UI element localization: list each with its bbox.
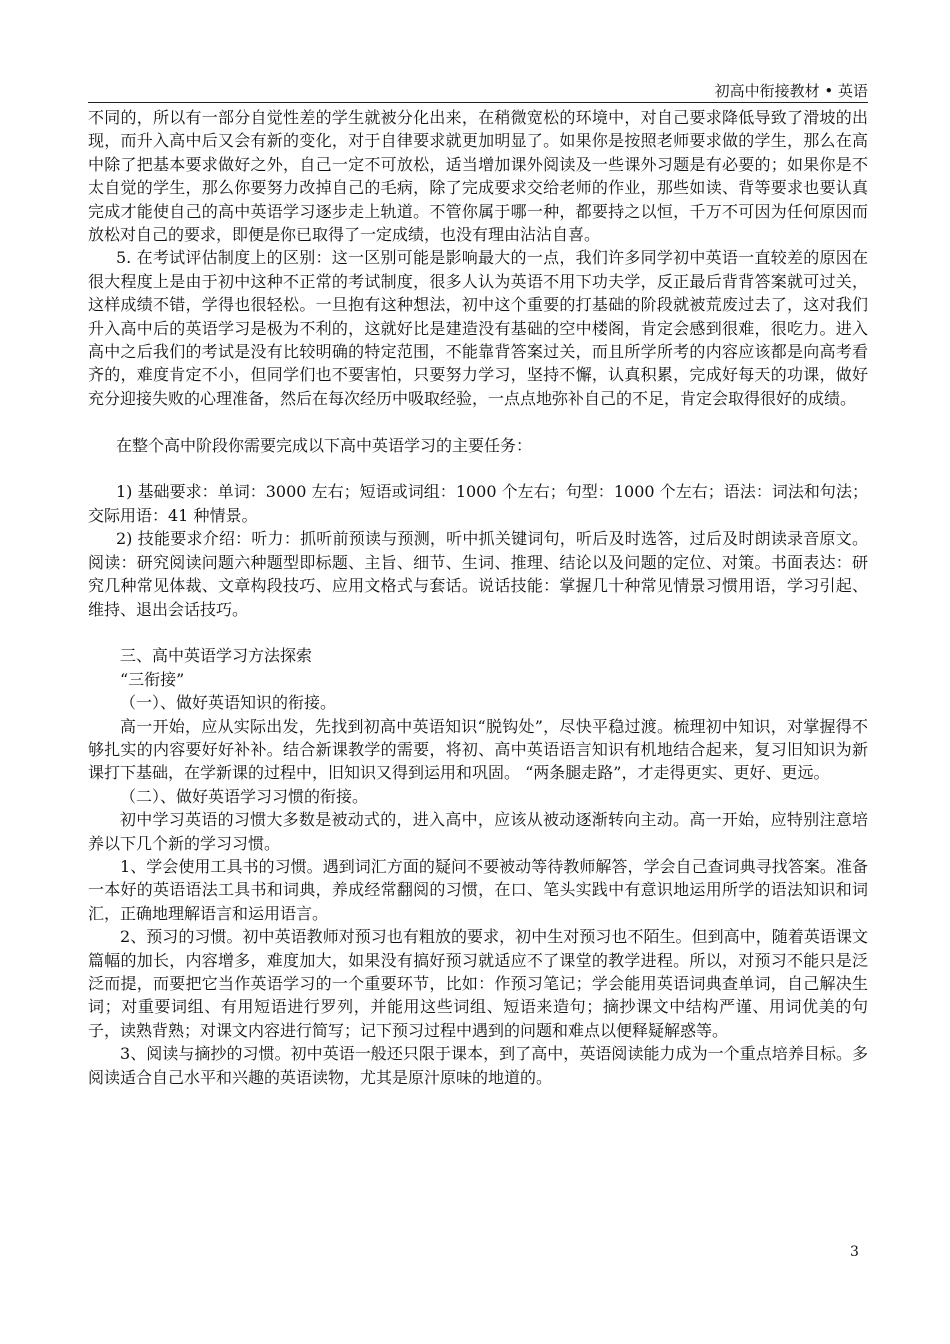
subheading: “三衔接” (120, 669, 185, 689)
paragraph: 初中学习英语的习惯大多数是被动式的，进入高中，应该从被动逐渐转向主动。高一开始，应特别注意培养以下几个新的学习习惯。 (88, 810, 868, 853)
subheading: （一）、做好英语知识的衔接。 (120, 693, 337, 713)
paragraph: 5. 在考试评估制度上的区别：这一区别可能是影响最大的一点，我们许多同学初中英语一直较差的原因在很大程度上是由于初中这种不正常的考试制度，很多人认为英语不用下功夫学，反正最后背背答案就可过关，这样成绩不错，学得也很轻松。一旦抱有这种想法，初中这个重要的打基础的阶段就被荒废过去了，这对我们升入高中后的英语学习是极为不利的，这就好比是建造没有基础的空中楼阁，肯定会感到很难，很吃力。进入高中之后我们的考试是没有比较明确的特定范围，不能靠背答案过关，而且所学所考的内容应该都是向高考看齐的，难度肯定不小，但同学们也不要害怕，只要努力学习，坚持不懈，认真积累，完成好每天的功课，做好充分迎接失败的心理准备，然后在每次经历中吸取经验，一点点地弥补自己的不足，肯定会取得很好的成绩。 (88, 248, 868, 408)
page-body (88, 106, 868, 1089)
subheading: （二）、做好英语学习习惯的衔接。 (120, 786, 369, 806)
running-header: 初高中衔接教材 • 英语 (88, 80, 868, 103)
paragraph: 在整个高中阶段你需要完成以下高中英语学习的主要任务： (116, 435, 533, 455)
paragraph: 2、预习的习惯。初中英语教师对预习也有粗放的要求，初中生对预习也不陌生。但到高中，随着英语课文篇幅的加长，内容增多，难度加大，如果没有搞好预习就适应不了课堂的教学进程。所以，对预习不能只是泛泛而提，而要把它当作英语学习的一个重要环节，比如：作预习笔记；学会能用英语词典查单词，自己解决生词；对重要词组、有用短语进行罗列，并能用这些词组、短语来造句；摘抄课文中结构严谨、用词优美的句子，读熟背熟；对课文内容进行简写；记下预习过程中遇到的问题和难点以便释疑解惑等。 (88, 927, 868, 1040)
paragraph: 1) 基础要求：单词：3000 左右；短语或词组：1000 个左右；句型：1000 个左右；语法：词法和句法；交际用语：41 种情景。 (88, 482, 868, 525)
paragraph: 2) 技能要求介绍：听力：抓听前预读与预测，听中抓关键词句，听后及时选答，过后及时朗读录音原文。阅读：研究阅读问题六种题型即标题、主旨、细节、生词、推理、结论以及问题的定位、对策。书面表达：研究几种常见体裁、文章构段技巧、应用文格式与套话。说话技能：掌握几十种常见情景习惯用语，学习引起、维持、退出会话技巧。 (88, 529, 868, 619)
paragraph: 3、阅读与摘抄的习惯。初中英语一般还只限于课本，到了高中，英语阅读能力成为一个重点培养目标。多阅读适合自己水平和兴趣的英语读物，尤其是原汁原味的地道的。 (88, 1044, 868, 1087)
paragraph: 高一开始，应从实际出发，先找到初高中英语知识“脱钩处”，尽快平稳过渡。梳理初中知识，对掌握得不够扎实的内容要好好补补。结合新课教学的需要，将初、高中英语语言知识有机地结合起来，复习旧知识为新课打下基础，在学新课的过程中，旧知识又得到运用和巩固。 “两条腿走路”，才走得更实、更好、更远。 (88, 716, 868, 783)
paragraph: 不同的，所以有一部分自觉性差的学生就被分化出来，在稍微宽松的环境中，对自己要求降低导致了滑坡的出现，而升入高中后又会有新的变化，对于自律要求就更加明显了。如果你是按照老师要求做的学生，那么在高中除了把基本要求做好之外，自己一定不可放松，适当增加课外阅读及一些课外习题是有必要的；如果你是不太自觉的学生，那么你要努力改掉自己的毛病，除了完成要求交给老师的作业，那些如读、背等要求也要认真完成才能使自己的高中英语学习逐步走上轨道。不管你属于哪一种，都要持之以恒，千万不可因为任何原因而放松对自己的要求，即便是你已取得了一定成绩，也没有理由沾沾自喜。 (88, 108, 868, 245)
page-number: 3 (850, 1244, 859, 1260)
paragraph: 1、学会使用工具书的习惯。遇到词汇方面的疑问不要被动等待教师解答，学会自己查词典寻找答案。准备一本好的英语语法工具书和词典，养成经常翻阅的习惯，在口、笔头实践中有意识地运用所学的语法知识和词汇，正确地理解语言和运用语言。 (88, 856, 868, 923)
section-heading: 三、高中英语学习方法探索 (120, 646, 313, 666)
